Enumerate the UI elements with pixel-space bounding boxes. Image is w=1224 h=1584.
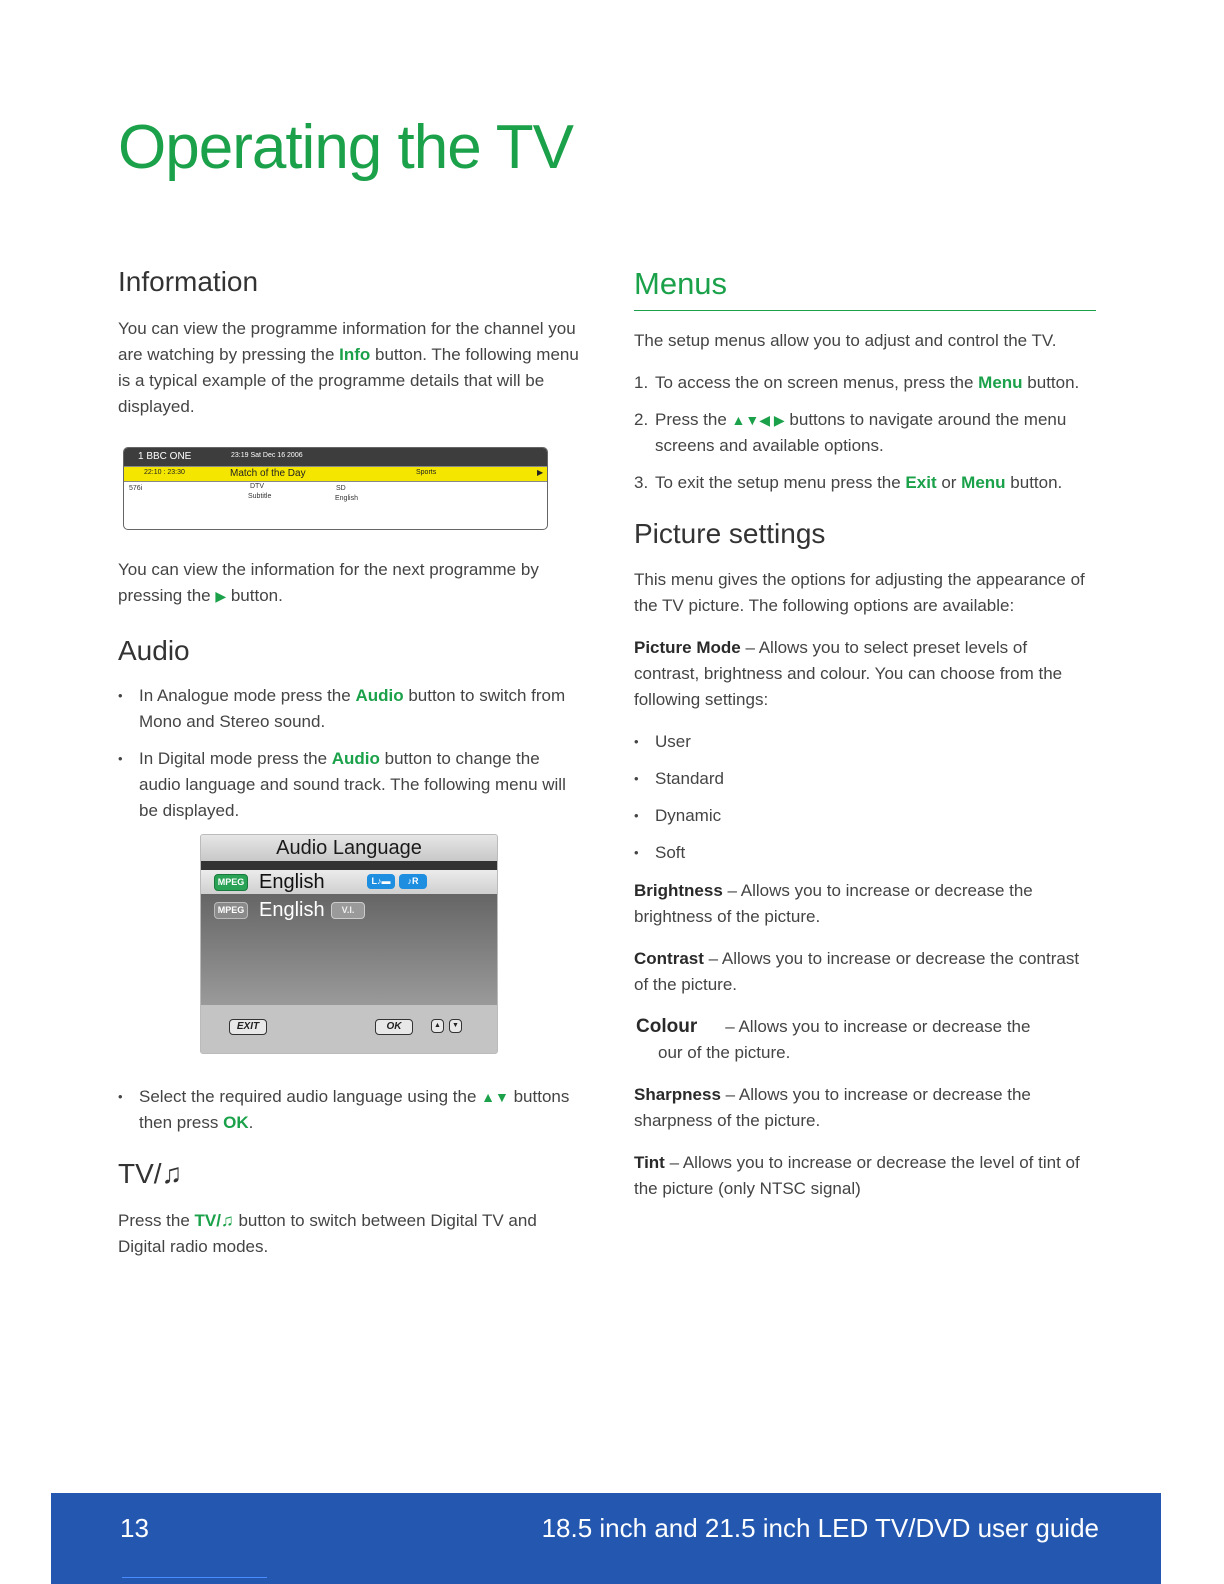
left-channel-icon: L♪▬ [367, 874, 395, 889]
list-item: 1. To access the on screen menus, press the Menu button. [634, 373, 1080, 392]
banner-next-arrow-icon: ▶ [537, 468, 544, 477]
banner-language: English [335, 495, 358, 502]
info-keyword: Info [339, 345, 371, 364]
banner-programme: Match of the Day [230, 468, 306, 479]
banner-genre: Sports [416, 469, 437, 476]
nav-arrows-icon: ▲▼◀ ▶ [731, 412, 785, 428]
left-column [118, 262, 583, 1260]
banner-datetime: 23:19 Sat Dec 16 2006 [231, 452, 303, 459]
audio-language-menu [200, 834, 498, 1054]
banner-sd: SD [336, 485, 346, 492]
page-footer [51, 1493, 1161, 1584]
list-item: 2. Press the ▲▼◀ ▶ buttons to navigate around the menu screens and available options. [634, 410, 1067, 455]
footer-underline [122, 1577, 267, 1578]
information-paragraph: You can view the programme information for the channel you are watching by pressing the Info button. The following menu is a typical example of the programme details that will be displayed. [118, 319, 579, 416]
tv-radio-paragraph: Press the TV/♫ button to switch between Digital TV and Digital radio modes. [118, 1211, 537, 1256]
programme-info-banner [123, 447, 548, 530]
list-item: 3. To exit the setup menu press the Exit or Menu button. [634, 473, 1063, 492]
banner-programme-row [124, 466, 547, 482]
audio-heading: Audio [118, 635, 190, 666]
list-item: • Select the required audio language using the ▲▼ buttons then press OK. [118, 1084, 583, 1136]
mpeg-tag: MPEG [214, 874, 248, 891]
banner-resolution: 576i [129, 485, 143, 492]
osd-title: Audio Language [201, 835, 497, 861]
information-heading: Information [118, 266, 259, 297]
osd-divider [201, 861, 497, 870]
osd-list [201, 870, 497, 1005]
banner-subtitle: Subtitle [248, 493, 272, 500]
banner-channel: 1 BBC ONE [138, 451, 192, 462]
banner-header [124, 448, 547, 466]
brightness-paragraph: Brightness – Allows you to increase or decrease the brightness of the picture. [634, 881, 1033, 926]
tint-paragraph: Tint – Allows you to increase or decrease the level of tint of the picture (only NTSC signal) [634, 1153, 1080, 1198]
page-title: Operating the TV [118, 113, 574, 182]
banner-time-range: 22:10 : 23:30 [144, 469, 185, 476]
picture-settings-heading: Picture settings [634, 518, 826, 549]
list-item: • In Analogue mode press the Audio button to switch from Mono and Stereo sound. [118, 683, 583, 735]
visually-impaired-badge: V.I. [331, 902, 365, 919]
tv-radio-heading: TV/♫ [118, 1158, 183, 1189]
list-item: • Dynamic [634, 803, 1096, 829]
audio-option[interactable] [201, 894, 497, 926]
audio-select-list [118, 1084, 583, 1136]
down-arrow-icon[interactable]: ▼ [449, 1019, 462, 1033]
picture-mode-paragraph: Picture Mode – Allows you to select preset levels of contrast, brightness and colour. You can choose from the following settings: [634, 638, 1063, 709]
picture-intro: This menu gives the options for adjusting the appearance of the TV picture. The following options are available: [634, 570, 1085, 615]
right-channel-icon: ♪R [399, 874, 427, 889]
ok-button[interactable]: OK [375, 1019, 413, 1035]
mpeg-tag: MPEG [214, 902, 248, 919]
menus-heading: Menus [634, 266, 1096, 311]
right-arrow-icon: ▶ [215, 588, 227, 604]
list-item: • Standard [634, 766, 1096, 792]
audio-option-selected[interactable] [201, 870, 497, 894]
osd-footer [201, 1005, 497, 1049]
menus-intro: The setup menus allow you to adjust and control the TV. [634, 331, 1057, 350]
colour-paragraph: Colour – Allows you to increase or decrease the our of the picture. [636, 1016, 1031, 1062]
picture-mode-list [634, 729, 1096, 866]
list-item: • In Digital mode press the Audio button to change the audio language and sound track. The following menu will be displayed. [118, 746, 583, 824]
exit-button[interactable]: EXIT [229, 1019, 267, 1035]
audio-bullet-list [118, 683, 583, 824]
menus-steps [634, 370, 1096, 496]
contrast-paragraph: Contrast – Allows you to increase or decrease the contrast of the picture. [634, 949, 1080, 994]
banner-dtv: DTV [250, 483, 264, 490]
audio-option-lang: English [259, 899, 325, 921]
guide-title: 18.5 inch and 21.5 inch LED TV/DVD user guide [541, 1513, 1099, 1543]
list-item: • User [634, 729, 1096, 755]
right-column [634, 262, 1096, 1202]
up-arrow-icon[interactable]: ▲ [431, 1019, 444, 1033]
list-item: • Soft [634, 840, 1096, 866]
audio-option-lang: English [259, 871, 325, 893]
sharpness-paragraph: Sharpness – Allows you to increase or decrease the sharpness of the picture. [634, 1085, 1031, 1130]
up-down-arrows-icon: ▲▼ [481, 1089, 509, 1105]
page-number: 13 [120, 1513, 149, 1543]
next-programme-paragraph: You can view the information for the next programme by pressing the ▶ button. [118, 560, 539, 605]
